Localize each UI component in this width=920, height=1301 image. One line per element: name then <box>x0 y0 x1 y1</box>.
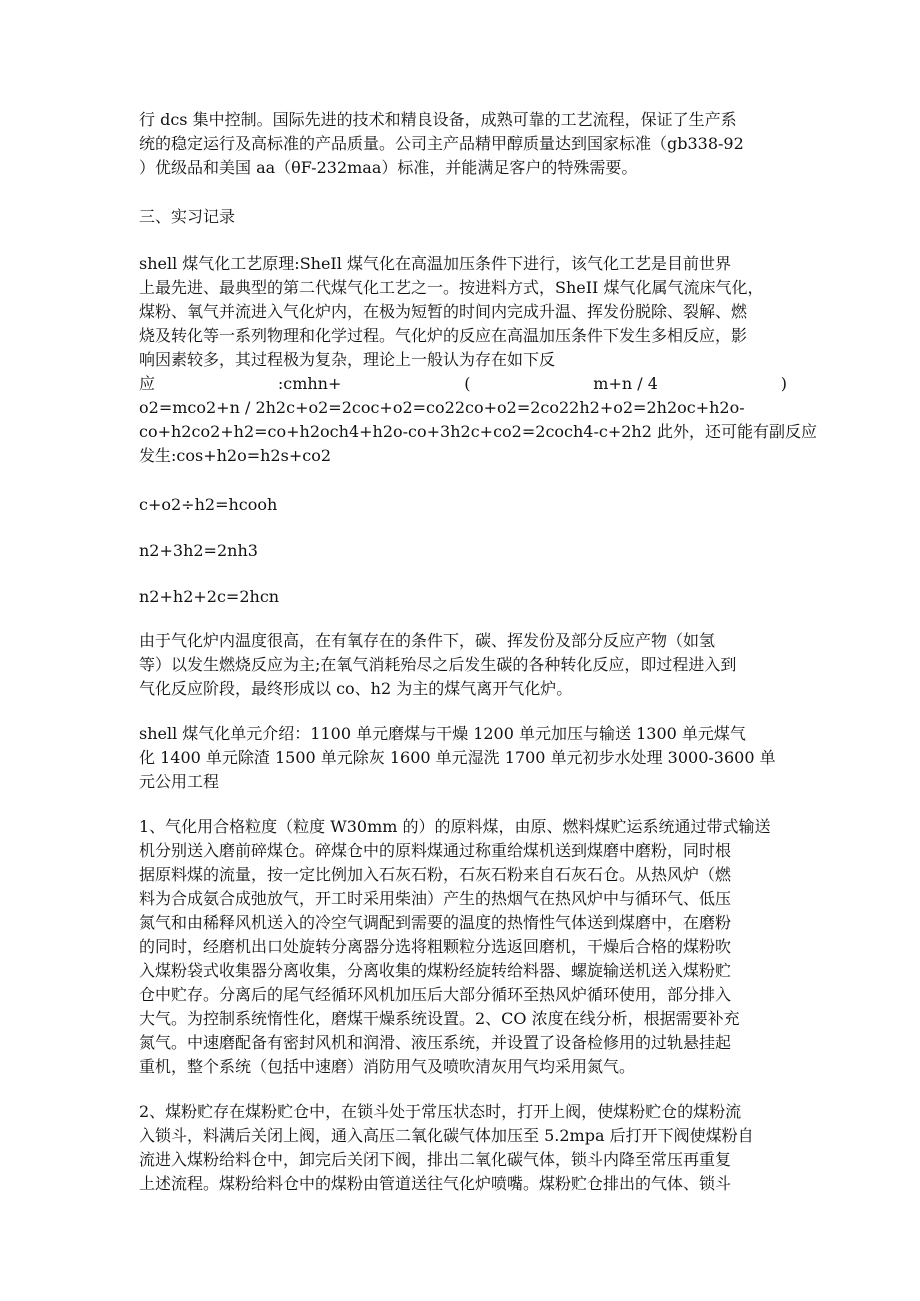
text-line: o2=mco2+n / 2h2c+o2=2coc+o2=co22co+o2=2co22h2+o2=2h2oc+h2o- <box>139 398 745 417</box>
text-line: 料为合成氨合成弛放气，开工时采用柴油）产生的热烟气在热风炉中与循环气、低压 <box>139 889 732 908</box>
formula-part: ( <box>464 374 471 393</box>
text-line: 重机，整个系统（包括中速磨）消防用气及喷吹清灰用气均采用氮气。 <box>139 1057 636 1076</box>
text-line: 2、煤粉贮存在煤粉贮仓中，在锁斗处于常压状态时，打开上阀，使煤粉贮仓的煤粉流 <box>139 1102 742 1121</box>
text-line: ）优级品和美国 aa（θF-232maa）标准，并能满足客户的特殊需要。 <box>139 158 638 177</box>
equation-1 <box>139 493 787 517</box>
section-heading <box>139 205 787 229</box>
text-line: 化 1400 单元除渣 1500 单元除灰 1600 单元湿洗 1700 单元初步水处理 3000-3600 单 <box>139 748 776 767</box>
formula-part: :cmhn+ <box>277 374 342 393</box>
text-line: 由于气化炉内温度很高，在有氧存在的条件下，碳、挥发份及部分反应产物（如氢 <box>139 631 716 650</box>
paragraph-coal-storage <box>139 1100 787 1196</box>
text-line: 煤粉、氧气并流进入气化炉内，在极为短暂的时间内完成升温、挥发份脱除、裂解、燃 <box>139 302 748 321</box>
heading-text: 三、实习记录 <box>139 207 236 226</box>
equation-3 <box>139 585 787 609</box>
text-line: 大气。为控制系统惰性化，磨煤干燥系统设置。2、CO 浓度在线分析，根据需要补充 <box>139 1009 740 1028</box>
text-line: 据原料煤的流量，按一定比例加入石灰石粉，石灰石粉来自石灰石仓。从热风炉（燃 <box>139 865 732 884</box>
text-line: 响因素较多，其过程极为复杂，理论上一般认为存在如下反 <box>139 350 556 369</box>
equation-2 <box>139 539 787 563</box>
reaction-formula-spread-line <box>139 372 787 396</box>
formula-part: 应 <box>139 374 156 393</box>
equation-text: c+o2÷h2=hcooh <box>139 495 278 514</box>
text-line: 行 dcs 集中控制。国际先进的技术和精良设备，成熟可靠的工艺流程，保证了生产系 <box>139 110 737 129</box>
text-line: 上最先进、最典型的第二代煤气化工艺之一。按进料方式，SheII 煤气化属气流床气化， <box>139 278 764 297</box>
text-line: 发生:cos+h2o=h2s+co2 <box>139 446 332 465</box>
text-line: 烧及转化等一系列物理和化学过程。气化炉的反应在高温加压条件下发生多相反应，影 <box>139 326 748 345</box>
text-line: 入锁斗，料满后关闭上阀，通入高压二氧化碳气体加压至 5.2mpa 后打开下阀使煤粉自 <box>139 1126 754 1145</box>
text-line: 流进入煤粉给料仓中，卸完后关闭下阀，排出二氧化碳气体，锁斗内降至常压再重复 <box>139 1150 732 1169</box>
text-line: 等）以发生燃烧反应为主;在氧气消耗殆尽之后发生碳的各种转化反应，即过程进入到 <box>139 655 737 674</box>
paragraph-intro-tail <box>139 108 787 180</box>
paragraph-coal-milling <box>139 815 787 1079</box>
text-line: 1、气化用合格粒度（粒度 W30mm 的）的原料煤，由原、燃料煤贮运系统通过带式输送 <box>139 817 771 836</box>
text-line: 氮气和由稀释风机送入的冷空气调配到需要的温度的热惰性气体送到煤磨中，在磨粉 <box>139 913 732 932</box>
formula-part: ) <box>780 374 787 393</box>
text-line: 机分别送入磨前碎煤仓。碎煤仓中的原料煤通过称重给煤机送到煤磨中磨粉，同时根 <box>139 841 732 860</box>
text-line: 气化反应阶段，最终形成以 co、h2 为主的煤气离开气化炉。 <box>139 679 573 698</box>
text-line: 上述流程。煤粉给料仓中的煤粉由管道送往气化炉喷嘴。煤粉贮仓排出的气体、锁斗 <box>139 1174 732 1193</box>
text-line: shell 煤气化工艺原理:SheIl 煤气化在高温加压条件下进行，该气化工艺是目前世界 <box>139 254 731 273</box>
text-line: co+h2co2+h2=co+h2och4+h2o-co+3h2c+co2=2coch4-c+2h2 此外，还可能有副反应 <box>139 422 818 441</box>
equation-text: n2+h2+2c=2hcn <box>139 587 280 606</box>
paragraph-gasifier-reactions <box>139 629 787 701</box>
text-line: 统的稳定运行及高标准的产品质量。公司主产品精甲醇质量达到国家标准（gb338-92 <box>139 134 744 153</box>
text-line: 氮气。中速磨配备有密封风机和润滑、液压系统，并设置了设备检修用的过轨悬挂起 <box>139 1033 732 1052</box>
paragraph-process-principle <box>139 252 818 468</box>
paragraph-unit-intro <box>139 722 787 794</box>
text-line: 入煤粉袋式收集器分离收集，分离收集的煤粉经旋转给料器、螺旋输送机送入煤粉贮 <box>139 961 732 980</box>
equation-text: n2+3h2=2nh3 <box>139 541 258 560</box>
text-line: 元公用工程 <box>139 772 220 791</box>
formula-part: m+n / 4 <box>593 374 658 393</box>
text-line: 仓中贮存。分离后的尾气经循环风机加压后大部分循环至热风炉循环使用，部分排入 <box>139 985 732 1004</box>
text-line: 的同时，经磨机出口处旋转分离器分选将粗颗粒分选返回磨机，干燥后合格的煤粉吹 <box>139 937 732 956</box>
text-line: shell 煤气化单元介绍：1100 单元磨煤与干燥 1200 单元加压与输送 1300 单元煤气 <box>139 724 746 743</box>
